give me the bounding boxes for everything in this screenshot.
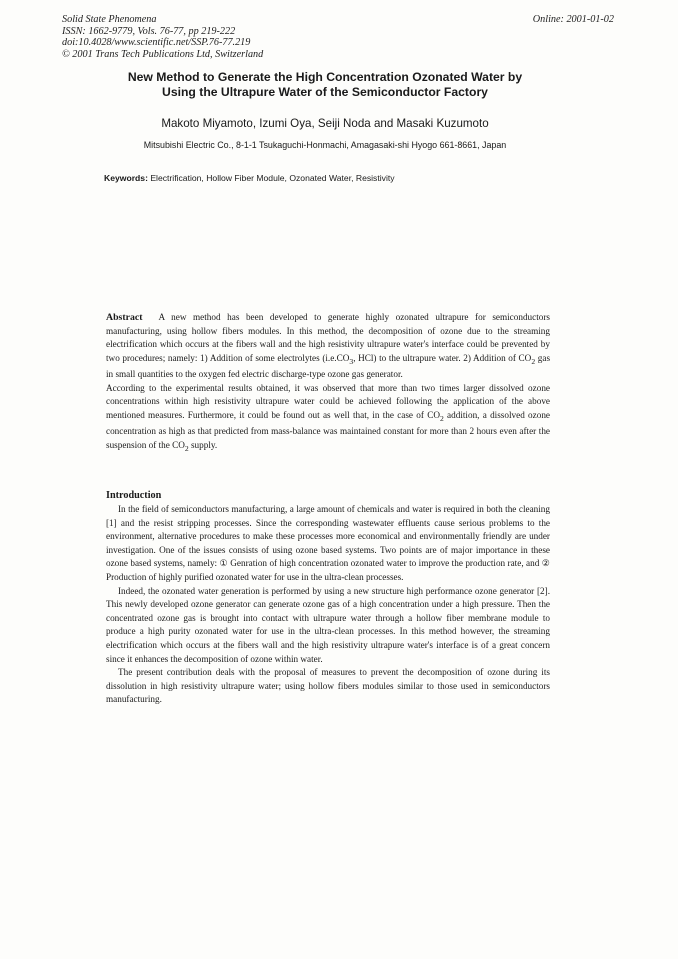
publication-meta bbox=[62, 14, 263, 60]
online-date: Online: 2001-01-02 bbox=[532, 14, 614, 25]
keywords bbox=[104, 173, 395, 183]
abstract bbox=[106, 311, 550, 455]
abstract-paragraph-1: Abstract A new method has been developed to generate highly ozonated ultrapure for semiconductors manufacturing, using hollow fibers modules. In this method, the decomposition of ozone due to the streaming electrification which occurs at the fibers wall and the high resistivity ultrapure water's interface could be prevented by two procedures; namely: 1) Addition of some electrolytes ($i.e.CO_3$, HCl) to the ultrapure water. 2) Addition of $CO_2$ gas in small quantities to the oxygen fed electric discharge-type ozone gas generator. bbox=[106, 312, 551, 380]
circled-two-mark: ② bbox=[541, 558, 550, 569]
abstract-label: Abstract bbox=[106, 312, 143, 323]
keywords-label: Keywords: bbox=[104, 173, 148, 183]
intro-paragraph-2: Indeed, the ozonated water generation is performed by using a new structure high performance ozone generator [2]. This newly developed ozone generator can generate ozone gas of a high concentration under a high pressure. Then the concentrated ozone gas is brought into contact with ultrapure water through a hollow fiber membrane module to produce a high purity ozonated water for use in the ultra-clean processes. In this method however, the streaming electrification which occurs at the fibers wall and the high resistivity ultrapure water's interface is of a great concern since it enhances the decomposition of ozone within water. bbox=[106, 585, 550, 664]
title-line-2: Using the Ultrapure Water of the Semiconductor Factory bbox=[162, 85, 488, 99]
intro-paragraph-1: In the field of semiconductors manufacturing, a large amount of chemicals and water is required in both the cleaning [1] and the resist stripping processes. Since the corresponding wastewater effluents cause serious problems to the environment, alternative procedures to make these processes more economical and environmentally friendly are under investigation. One of the issues consists of using ozone based systems. Two points are of major importance in these ozone based systems, namely: ① Genration of high concentration ozonated water to improve the production rate, and ② Production of highly purified ozonated water for use in the ultra-clean processes. bbox=[106, 504, 550, 582]
introduction-body bbox=[106, 503, 550, 707]
journal-name: Solid State Phenomena bbox=[62, 14, 157, 25]
introduction-heading: Introduction bbox=[106, 490, 162, 501]
paper-title bbox=[80, 70, 570, 100]
intro-paragraph-3: The present contribution deals with the proposal of measures to prevent the decomposition of ozone during its dissolution in high resistivity ultrapure water; using hollow fibers modules similar to those used in semiconductors manufacturing. bbox=[106, 667, 550, 705]
author-list: Makoto Miyamoto, Izumi Oya, Seiji Noda and Masaki Kuzumoto bbox=[161, 117, 489, 130]
affiliation: Mitsubishi Electric Co., 8-1-1 Tsukaguchi-Honmachi, Amagasaki-shi Hyogo 661-8661, Japan bbox=[143, 140, 507, 150]
title-line-1: New Method to Generate the High Concentration Ozonated Water by bbox=[127, 70, 523, 84]
doi-line: doi:10.4028/www.scientific.net/SSP.76-77.219 bbox=[62, 37, 251, 49]
copyright-line: © 2001 Trans Tech Publications Ltd, Switzerland bbox=[62, 48, 264, 60]
keywords-text: Electrification, Hollow Fiber Module, Ozonated Water, Resistivity bbox=[150, 173, 395, 183]
abstract-paragraph-2: According to the experimental results obtained, it was observed that more than two times larger dissolved ozone concentrations within high resistivity ultrapure water could be achieved following the application of the above mentioned measures. Furthermore, it could be found out as well that, in the case of $CO_2$ addition, a dissolved ozone concentration as high as that predicted from mass-balance was maintained constant for more than 2 hours even after the suspension of the $CO_2$ supply. bbox=[106, 382, 550, 453]
issn-line: ISSN: 1662-9779, Vols. 76-77, pp 219-222 bbox=[62, 25, 236, 37]
circled-one-mark: ① bbox=[219, 558, 228, 569]
